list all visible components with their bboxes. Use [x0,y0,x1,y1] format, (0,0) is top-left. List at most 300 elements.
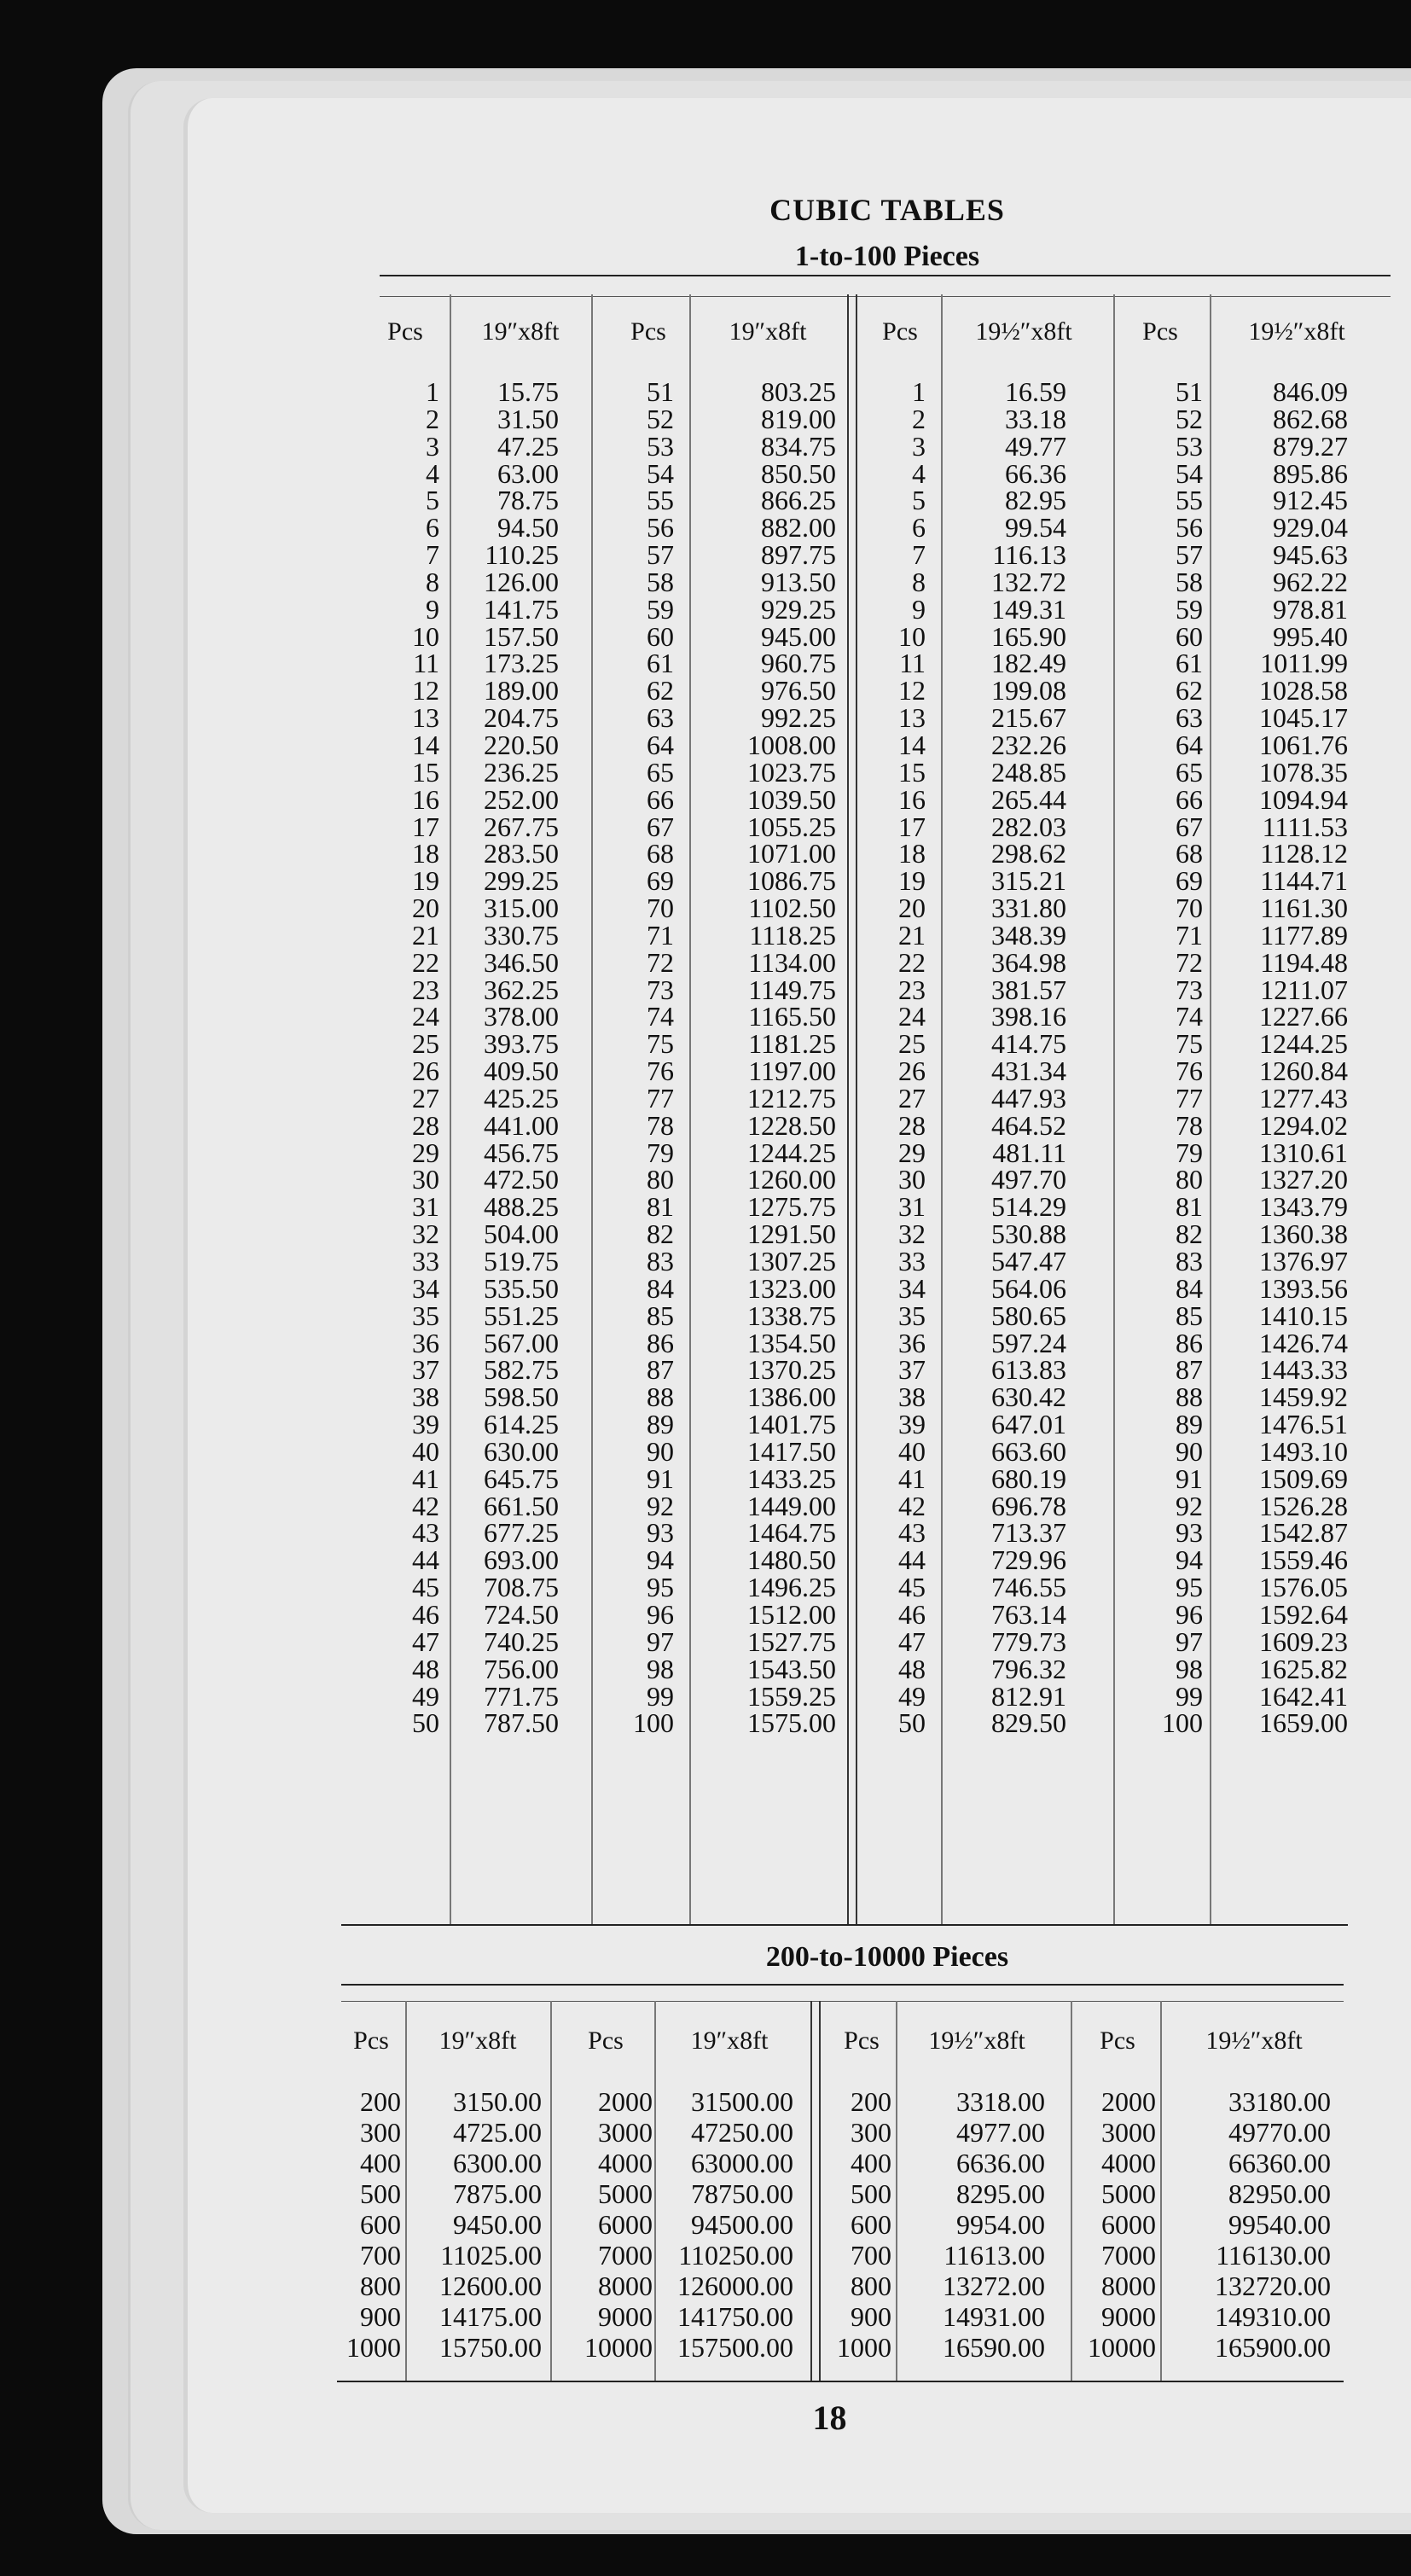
table-cell: 850.50 [761,457,836,489]
table-cell: 81 [647,1191,674,1223]
table-cell: 87 [1176,1354,1203,1386]
table-cell: 215.67 [991,702,1066,734]
column-divider [941,294,943,1924]
table-cell: 59 [647,593,674,625]
table-cell: 1310.61 [1259,1137,1348,1168]
table-cell: 157500.00 [677,2332,793,2363]
table-cell: 1086.75 [747,865,836,897]
table-cell: 41 [898,1462,926,1494]
table-cell: 62 [647,675,674,707]
table-cell: 21 [898,919,926,951]
table-cell: 204.75 [484,702,559,734]
table-cell: 447.93 [991,1082,1066,1114]
table-cell: 15750.00 [439,2332,542,2363]
table-cell: 33.18 [1005,403,1066,434]
table-cell: 1071.00 [747,838,836,869]
table-cell: 8 [912,566,926,597]
table-cell: 96 [1176,1598,1203,1630]
table-cell: 400 [360,2148,401,2178]
table-cell: 91 [1176,1462,1203,1494]
table-cell: 1327.20 [1259,1164,1348,1195]
table-cell: 1277.43 [1259,1082,1348,1114]
table-cell: 2000 [1101,2086,1156,2117]
table-cell: 530.88 [991,1218,1066,1250]
table-cell: 39 [412,1409,439,1440]
table-cell: 67 [647,811,674,842]
table-cell: 1512.00 [747,1598,836,1630]
table-cell: 1134.00 [748,946,836,978]
table-1-bottom-rule [341,1924,1348,1926]
table-cell: 89 [647,1409,674,1440]
table-cell: 1307.25 [747,1246,836,1276]
table-cell: 48 [898,1653,926,1684]
table-cell: 14 [412,729,439,760]
table-cell: 49 [898,1680,926,1712]
table-cell: 19 [898,865,926,897]
table-cell: 1343.79 [1259,1191,1348,1223]
table-cell: 18 [898,838,926,869]
header-val-195-col-a: 19½″x8ft [975,317,1072,346]
table-cell: 75 [647,1028,674,1060]
table-cell: 1426.74 [1259,1327,1348,1358]
table-cell: 425.25 [484,1082,559,1114]
table-cell: 700 [360,2240,401,2271]
table-cell: 14 [898,729,926,760]
table-cell: 9000 [1101,2301,1156,2332]
table-cell: 1149.75 [748,974,836,1005]
table-cell: 36 [412,1327,439,1358]
table-cell: 48 [412,1653,439,1684]
table-cell: 220.50 [484,729,559,760]
column-divider [810,2001,812,2381]
table-cell: 1509.69 [1259,1462,1348,1494]
table-cell: 80 [1176,1164,1203,1195]
table-cell: 85 [647,1300,674,1331]
table-cell: 787.50 [484,1707,559,1739]
table-cell: 47 [898,1625,926,1657]
table-cell: 63 [1176,702,1203,734]
table-cell: 1449.00 [747,1490,836,1521]
table-cell: 27 [898,1082,926,1114]
column-divider [1210,294,1211,1924]
table-cell: 488.25 [484,1191,559,1223]
table-cell: 464.52 [991,1109,1066,1141]
table-cell: 763.14 [991,1598,1066,1630]
table-cell: 8000 [598,2271,653,2301]
table-cell: 82.95 [1005,485,1066,516]
column-divider [689,294,691,1924]
table-cell: 4000 [598,2148,653,2178]
table-cell: 47250.00 [691,2117,793,2148]
table-cell: 84 [1176,1272,1203,1304]
table-cell: 11 [413,648,439,679]
table-cell: 33 [412,1246,439,1276]
table-cell: 614.25 [484,1409,559,1440]
table-cell: 20 [898,893,926,924]
table-cell: 91 [647,1462,674,1494]
table-cell: 497.70 [991,1164,1066,1195]
table-cell: 1244.25 [747,1137,836,1168]
table-cell: 1370.25 [747,1354,836,1386]
table-cell: 960.75 [761,648,836,679]
table-cell: 895.86 [1273,457,1348,489]
table-cell: 1576.05 [1259,1572,1348,1603]
table-cell: 393.75 [484,1028,559,1060]
table-cell: 82 [647,1218,674,1250]
val-195-col-b [1164,2086,1331,2363]
table-cell: 3 [426,430,439,462]
table-cell: 40 [898,1435,926,1467]
table-cell: 45 [412,1572,439,1603]
header-val-19-col-a: 19″x8ft [481,317,560,346]
table-cell: 1354.50 [747,1327,836,1358]
table-cell: 98 [647,1653,674,1684]
table-cell: 1275.75 [747,1191,836,1223]
table-cell: 9954.00 [956,2209,1045,2240]
table-cell: 346.50 [484,946,559,978]
table-cell: 1410.15 [1259,1300,1348,1331]
section2-header-rule [341,2001,1344,2002]
table-cell: 613.83 [991,1354,1066,1386]
table-cell: 200 [851,2086,891,2117]
table-cell: 1260.00 [747,1164,836,1195]
table-cell: 15 [898,756,926,788]
val-19-col-b [657,2086,793,2363]
table-cell: 1291.50 [747,1218,836,1250]
table-cell: 157.50 [484,620,559,652]
table-cell: 13 [412,702,439,734]
table-cell: 1 [912,376,926,407]
table-cell: 696.78 [991,1490,1066,1521]
table-cell: 900 [360,2301,401,2332]
table-cell: 99540.00 [1228,2209,1331,2240]
val-19-col-a [452,376,559,1739]
header-pcs-col-c: Pcs [882,317,918,346]
table-cell: 879.27 [1273,430,1348,462]
table-cell: 11 [899,648,926,679]
table-cell: 8295.00 [956,2178,1045,2209]
table-cell: 42 [412,1490,439,1521]
table-cell: 1094.94 [1259,783,1348,815]
table-cell: 79 [647,1137,674,1168]
table-cell: 645.75 [484,1462,559,1494]
table-cell: 267.75 [484,811,559,842]
table-cell: 236.25 [484,756,559,788]
table-cell: 500 [851,2178,891,2209]
header-val-19-col-a: 19″x8ft [438,2026,517,2055]
pcs-col-a [375,376,439,1739]
table-cell: 1061.76 [1259,729,1348,760]
table-cell: 59 [1176,593,1203,625]
table-cell: 86 [647,1327,674,1358]
table-cell: 2 [912,403,926,434]
table-cell: 78.75 [497,485,559,516]
table-cell: 348.39 [991,919,1066,951]
table-cell: 663.60 [991,1435,1066,1467]
table-cell: 30 [898,1164,926,1195]
table-cell: 598.50 [484,1381,559,1413]
table-cell: 58 [1176,566,1203,597]
table-cell: 929.25 [761,593,836,625]
table-cell: 99.54 [1005,512,1066,544]
table-cell: 315.21 [991,865,1066,897]
pcs-col-d [1109,376,1203,1739]
header-pcs-col-d: Pcs [1142,317,1178,346]
table-cell: 99 [1176,1680,1203,1712]
table-cell: 4977.00 [956,2117,1045,2148]
table-cell: 31500.00 [691,2086,793,2117]
header-val-195-col-b: 19½″x8ft [1205,2026,1303,2055]
table-cell: 1526.28 [1259,1490,1348,1521]
table-cell: 83 [1176,1246,1203,1276]
column-divider [1113,294,1115,1924]
table-cell: 1542.87 [1259,1517,1348,1549]
table-cell: 597.24 [991,1327,1066,1358]
table-cell: 8 [426,566,439,597]
table-cell: 86 [1176,1327,1203,1358]
table-cell: 31 [898,1191,926,1223]
table-cell: 1338.75 [747,1300,836,1331]
table-cell: 141.75 [484,593,559,625]
table-cell: 5 [912,485,926,516]
table-cell: 331.80 [991,893,1066,924]
table-cell: 1527.75 [747,1625,836,1657]
table-cell: 299.25 [484,865,559,897]
table-cell: 713.37 [991,1517,1066,1549]
table-cell: 94 [1176,1544,1203,1576]
table-cell: 1625.82 [1259,1653,1348,1684]
table-cell: 1039.50 [747,783,836,815]
table-cell: 756.00 [484,1653,559,1684]
table-cell: 90 [1176,1435,1203,1467]
table-cell: 72 [1176,946,1203,978]
table-cell: 1045.17 [1259,702,1348,734]
table-cell: 74 [647,1001,674,1032]
table-cell: 17 [412,811,439,842]
header-val-195-col-b: 19½″x8ft [1248,317,1345,346]
table-cell: 89 [1176,1409,1203,1440]
table-cell: 90 [647,1435,674,1467]
table-cell: 77 [647,1082,674,1114]
table-cell: 79 [1176,1137,1203,1168]
table-cell: 248.85 [991,756,1066,788]
column-divider [896,2001,897,2381]
table-cell: 315.00 [484,893,559,924]
table-cell: 929.04 [1273,512,1348,544]
table-cell: 14175.00 [439,2301,542,2332]
table-cell: 60 [1176,620,1203,652]
table-cell: 189.00 [484,675,559,707]
table-cell: 9450.00 [453,2209,542,2240]
table-cell: 13272.00 [943,2271,1045,2301]
column-divider [819,2001,821,2381]
table-cell: 6636.00 [956,2148,1045,2178]
table-cell: 35 [412,1300,439,1331]
table-cell: 20 [412,893,439,924]
table-cell: 1118.25 [749,919,836,951]
table-cell: 700 [851,2240,891,2271]
table-cell: 580.65 [991,1300,1066,1331]
table-cell: 29 [898,1137,926,1168]
table-cell: 65 [647,756,674,788]
table-cell: 1161.30 [1260,893,1348,924]
table-cell: 39 [898,1409,926,1440]
table-cell: 1102.50 [748,893,836,924]
table-cell: 26 [898,1055,926,1087]
table-cell: 55 [647,485,674,516]
table-cell: 945.00 [761,620,836,652]
table-cell: 36 [898,1327,926,1358]
table-cell: 962.22 [1273,566,1348,597]
table-cell: 29 [412,1137,439,1168]
column-divider [1160,2001,1162,2381]
table-cell: 57 [647,539,674,571]
table-cell: 1 [426,376,439,407]
table-cell: 630.42 [991,1381,1066,1413]
table-cell: 6000 [598,2209,653,2240]
table-cell: 1493.10 [1259,1435,1348,1467]
table-cell: 1393.56 [1259,1272,1348,1304]
table-cell: 73 [1176,974,1203,1005]
table-cell: 1244.25 [1259,1028,1348,1060]
table-cell: 82 [1176,1218,1203,1250]
table-cell: 1008.00 [747,729,836,760]
column-divider [654,2001,656,2381]
header-pcs-col-b: Pcs [630,317,666,346]
table-cell: 33 [898,1246,926,1276]
table-cell: 409.50 [484,1055,559,1087]
table-cell: 28 [412,1109,439,1141]
table-cell: 1464.75 [747,1517,836,1549]
table-cell: 94500.00 [691,2209,793,2240]
table-cell: 232.26 [991,729,1066,760]
table-cell: 3000 [1101,2117,1156,2148]
table-cell: 829.50 [991,1707,1066,1739]
table-cell: 1476.51 [1259,1409,1348,1440]
table-cell: 26 [412,1055,439,1087]
table-cell: 132720.00 [1215,2271,1331,2301]
table-cell: 1433.25 [747,1462,836,1494]
table-cell: 551.25 [484,1300,559,1331]
table-cell: 630.00 [484,1435,559,1467]
table-cell: 3 [912,430,926,462]
table-cell: 10000 [584,2332,653,2363]
table-cell: 3150.00 [453,2086,542,2117]
table-cell: 44 [412,1544,439,1576]
table-cell: 882.00 [761,512,836,544]
table-cell: 11613.00 [944,2240,1045,2271]
table-cell: 165900.00 [1215,2332,1331,2363]
table-cell: 68 [647,838,674,869]
table-cell: 976.50 [761,675,836,707]
table-cell: 69 [1176,865,1203,897]
table-cell: 11025.00 [440,2240,542,2271]
table-cell: 3000 [598,2117,653,2148]
table-cell: 1194.48 [1260,946,1348,978]
table-cell: 1659.00 [1259,1707,1348,1739]
table-cell: 1459.92 [1259,1381,1348,1413]
table-cell: 126000.00 [677,2271,793,2301]
table-cell: 96 [647,1598,674,1630]
val-195-col-a [938,376,1066,1739]
table-cell: 1496.25 [747,1572,836,1603]
table-cell: 149.31 [991,593,1066,625]
table-cell: 110250.00 [678,2240,793,2271]
table-cell: 116.13 [992,539,1066,571]
table-cell: 9 [426,593,439,625]
table-cell: 978.81 [1273,593,1348,625]
val-195-col-a [896,2086,1045,2363]
table-cell: 1227.66 [1259,1001,1348,1032]
table-cell: 18 [412,838,439,869]
table-cell: 47.25 [497,430,559,462]
pcs-col-b [555,2086,653,2363]
column-divider [550,2001,552,2381]
table-cell: 93 [647,1517,674,1549]
table-cell: 13 [898,702,926,734]
table-cell: 995.40 [1273,620,1348,652]
table-cell: 1294.02 [1259,1109,1348,1141]
table-cell: 441.00 [484,1109,559,1141]
table-cell: 53 [647,430,674,462]
table-cell: 1559.25 [747,1680,836,1712]
table-cell: 65 [1176,756,1203,788]
table-cell: 913.50 [761,566,836,597]
table-cell: 283.50 [484,838,559,869]
column-divider [847,294,849,1924]
table-cell: 800 [851,2271,891,2301]
table-cell: 4725.00 [453,2117,542,2148]
table-cell: 37 [412,1354,439,1386]
pcs-col-d [1066,2086,1156,2363]
table-cell: 38 [898,1381,926,1413]
table-cell: 165.90 [991,620,1066,652]
table-cell: 46 [898,1598,926,1630]
table-cell: 5 [426,485,439,516]
header-pcs-col-d: Pcs [1100,2026,1135,2055]
table-cell: 66 [647,783,674,815]
table-cell: 912.45 [1273,485,1348,516]
table-cell: 330.75 [484,919,559,951]
table-cell: 2000 [598,2086,653,2117]
table-cell: 300 [851,2117,891,2148]
table-cell: 30 [412,1164,439,1195]
table-cell: 81 [1176,1191,1203,1223]
table-cell: 1028.58 [1259,675,1348,707]
table-2-bottom-rule [337,2381,1344,2382]
column-divider [405,2001,407,2381]
table-cell: 1543.50 [747,1653,836,1684]
column-divider [591,294,593,1924]
table-cell: 12 [412,675,439,707]
table-cell: 400 [851,2148,891,2178]
table-cell: 746.55 [991,1572,1066,1603]
table-cell: 1111.53 [1262,811,1348,842]
table-cell: 87 [647,1354,674,1386]
table-cell: 378.00 [484,1001,559,1032]
table-cell: 49 [412,1680,439,1712]
table-cell: 97 [1176,1625,1203,1657]
pcs-col-b [597,376,674,1739]
table-cell: 49.77 [1005,430,1066,462]
table-cell: 22 [412,946,439,978]
table-cell: 431.34 [991,1055,1066,1087]
table-cell: 85 [1176,1300,1203,1331]
table-cell: 63000.00 [691,2148,793,2178]
table-cell: 99 [647,1680,674,1712]
section2-title-rule [341,1984,1344,1986]
table-cell: 398.16 [991,1001,1066,1032]
